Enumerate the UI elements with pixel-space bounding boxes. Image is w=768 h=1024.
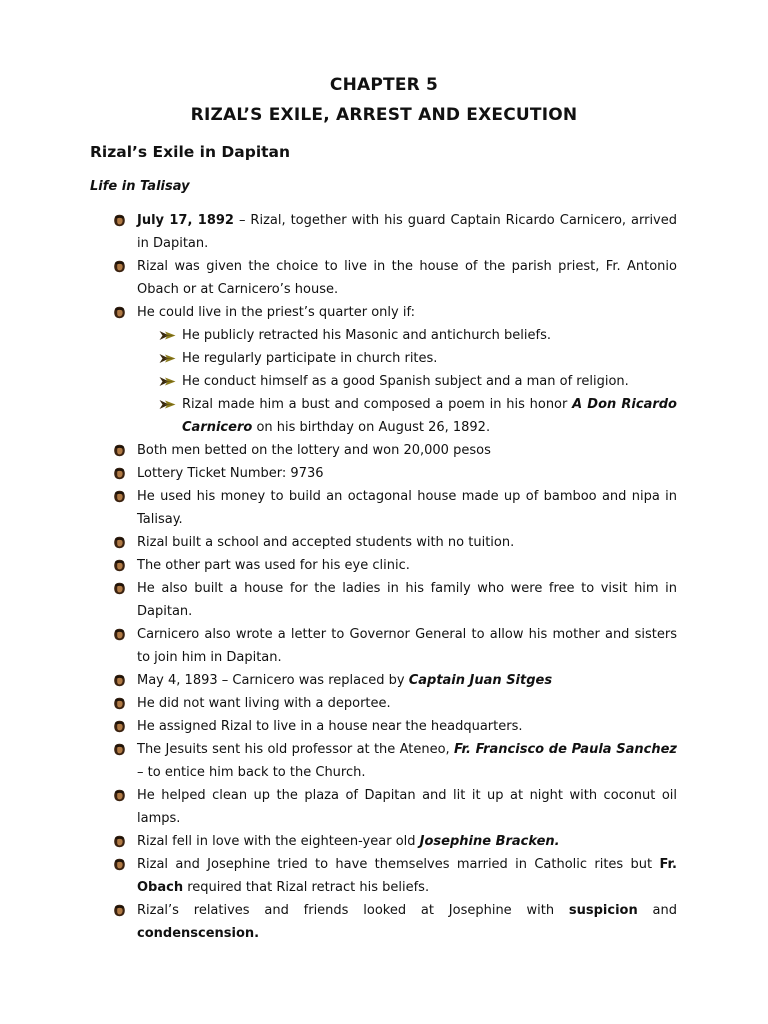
list-item: He did not want living with a deportee.	[137, 692, 677, 715]
head-bullet-icon	[113, 444, 126, 457]
head-bullet-icon	[113, 582, 126, 595]
head-bullet-icon	[113, 674, 126, 687]
list-item: He also built a house for the ladies in his family who were free to visit him in Dapitan.	[137, 577, 677, 623]
head-bullet-icon	[113, 789, 126, 802]
list-item: Rizal was given the choice to live in the house of the parish priest, Fr. Antonio Obach or at Carnicero’s house.	[137, 255, 677, 301]
head-bullet-icon	[113, 904, 126, 917]
list-item: The other part was used for his eye clinic.	[137, 554, 677, 577]
subsection-heading: Life in Talisay	[90, 179, 190, 194]
list-item: Rizal’s relatives and friends looked at Josephine with suspicion and condenscension.	[137, 899, 677, 945]
arrow-bullet-icon	[159, 330, 176, 341]
list-item: He could live in the priest’s quarter only if:	[137, 301, 677, 324]
list-item: He assigned Rizal to live in a house near the headquarters.	[137, 715, 677, 738]
head-bullet-icon	[113, 467, 126, 480]
list-item: July 17, 1892 – Rizal, together with his guard Captain Ricardo Carnicero, arrived in Dapitan.	[137, 209, 677, 255]
list-item: He helped clean up the plaza of Dapitan and lit it up at night with coconut oil lamps.	[137, 784, 677, 830]
head-bullet-icon	[113, 743, 126, 756]
bullet-list	[0, 209, 768, 945]
list-item: Both men betted on the lottery and won 20,000 pesos	[137, 439, 677, 462]
head-bullet-icon	[113, 559, 126, 572]
sub-list-item: Rizal made him a bust and composed a poem in his honor A Don Ricardo Carnicero on his birthday on August 26, 1892.	[182, 393, 677, 439]
list-item: Carnicero also wrote a letter to Governor General to allow his mother and sisters to join him in Dapitan.	[137, 623, 677, 669]
sub-list-item: He regularly participate in church rites.	[182, 347, 677, 370]
list-item: May 4, 1893 – Carnicero was replaced by Captain Juan Sitges	[137, 669, 677, 692]
chapter-number: CHAPTER 5	[329, 75, 439, 95]
sub-list-item: He publicly retracted his Masonic and antichurch beliefs.	[182, 324, 677, 347]
list-item: Rizal and Josephine tried to have themselves married in Catholic rites but Fr. Obach required that Rizal retract his beliefs.	[137, 853, 677, 899]
head-bullet-icon	[113, 306, 126, 319]
head-bullet-icon	[113, 536, 126, 549]
list-item: Rizal fell in love with the eighteen-year old Josephine Bracken.	[137, 830, 677, 853]
arrow-bullet-icon	[159, 399, 176, 410]
head-bullet-icon	[113, 697, 126, 710]
head-bullet-icon	[113, 858, 126, 871]
chapter-title: RIZAL’S EXILE, ARREST AND EXECUTION	[190, 105, 578, 125]
head-bullet-icon	[113, 628, 126, 641]
list-item: Rizal built a school and accepted students with no tuition.	[137, 531, 677, 554]
head-bullet-icon	[113, 490, 126, 503]
head-bullet-icon	[113, 835, 126, 848]
list-item: Lottery Ticket Number: 9736	[137, 462, 677, 485]
arrow-bullet-icon	[159, 353, 176, 364]
head-bullet-icon	[113, 260, 126, 273]
list-item: The Jesuits sent his old professor at the Ateneo, Fr. Francisco de Paula Sanchez – to entice him back to the Church.	[137, 738, 677, 784]
sub-list-item: He conduct himself as a good Spanish subject and a man of religion.	[182, 370, 677, 393]
head-bullet-icon	[113, 720, 126, 733]
section-heading: Rizal’s Exile in Dapitan	[90, 143, 291, 161]
list-item: He used his money to build an octagonal house made up of bamboo and nipa in Talisay.	[137, 485, 677, 531]
arrow-bullet-icon	[159, 376, 176, 387]
head-bullet-icon	[113, 214, 126, 227]
